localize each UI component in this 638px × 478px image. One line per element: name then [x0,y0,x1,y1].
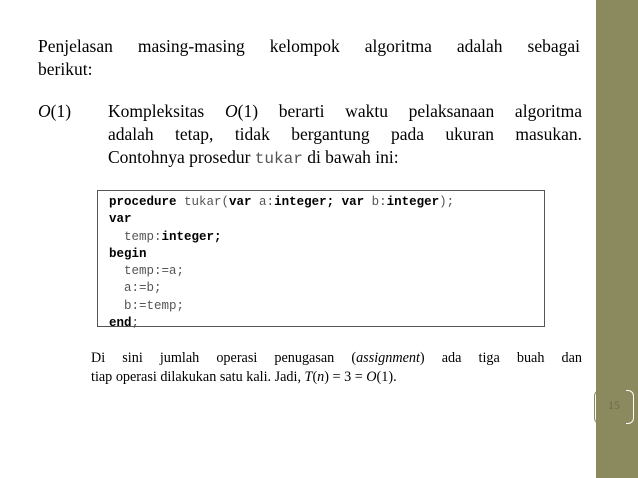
note-text: ( [312,369,318,385]
term-paren: (1) [50,101,72,121]
desc-text: (1) berarti waktu pelaksanaan algoritma [237,101,582,121]
code-line [109,315,544,332]
desc-text: Contohnya prosedur [108,147,255,167]
code-text: a: [251,195,275,209]
code-block [97,190,545,331]
code-text: temp: [109,229,162,244]
intro-paragraph [38,35,580,81]
note-italic: O [366,369,377,385]
desc-text: di bawah ini: [302,147,399,167]
code-keyword: end [109,316,132,331]
note-text: Di sini jumlah operasi penugasan ( [91,350,357,366]
code-text: b: [364,195,387,209]
code-keyword: integer; [161,229,222,244]
term-letter: O [38,101,51,121]
code-line: a:=b; [109,281,162,296]
note-text: tiap operasi dilakukan satu kali. Jadi, [91,369,305,385]
code-text: ; [131,316,140,331]
code-keyword: integer; [274,195,335,209]
desc-text: Kompleksitas [108,101,225,121]
page-number-badge [594,390,634,424]
note-text: (1). [376,369,397,385]
page-number: 15 [608,398,620,412]
note-italic: assignment [356,350,420,366]
desc-italic-o: O [224,101,238,121]
desc-line-3 [108,147,399,167]
code-text: ); [439,195,455,209]
desc-line-1 [108,100,582,123]
code-line: b:=temp; [109,298,185,313]
note-italic: n [317,369,325,385]
code-keyword: procedure [109,195,177,209]
code-text [334,195,342,209]
code-line [109,194,544,211]
note-line-2 [91,369,397,385]
note-line-1 [91,349,582,368]
code-keyword: var [341,195,365,209]
complexity-term [38,100,71,123]
note-italic: T [304,369,313,385]
code-keyword: var [229,195,252,209]
code-line [109,229,544,246]
code-text: tukar( [176,195,230,209]
inline-code: tukar [254,150,303,168]
intro-line-2: berikut: [38,59,93,79]
description-paragraph [108,100,582,171]
desc-line-2: adalah tetap, tidak bergantung pada ukuran masukan. [108,124,582,144]
note-text: ) ada tiga buah dan [419,350,582,366]
intro-line-1: Penjelasan masing-masing kelompok algoritma adalah sebagai [38,36,580,56]
code-line: temp:=a; [109,264,185,279]
code-line: begin [109,246,147,261]
note-paragraph [91,349,582,387]
code-line: var [109,212,132,227]
code-keyword: integer [386,195,440,209]
note-text: ) = 3 = [324,369,367,385]
